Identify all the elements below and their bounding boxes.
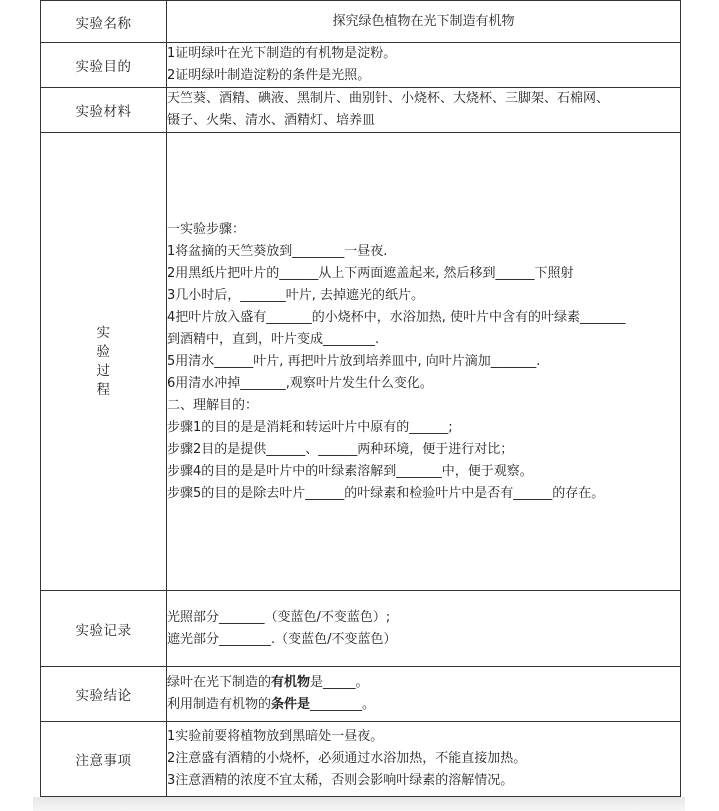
worksheet-page: [33, 0, 685, 797]
process-content: [167, 133, 681, 591]
conclusion-bold: 有机物: [271, 675, 311, 690]
process-line: 3几小时后，_______叶片, 去掉遮光的纸片。: [167, 287, 425, 303]
conclusion-text: 是_____。: [310, 675, 369, 690]
process-line: 二、理解目的：: [167, 397, 259, 413]
process-line: 步骤5的目的是除去叶片______的叶绿素和检验叶片中是否有______的存在。: [167, 485, 605, 501]
materials-line: 镊子、火柴、清水、酒精灯、培养皿: [167, 113, 376, 128]
conclusion-content: [167, 667, 681, 722]
row-conclusion: [41, 667, 681, 722]
conclusion-line: [167, 672, 680, 694]
row-notes: [41, 722, 681, 797]
process-line: 步骤2目的是提供______、______两种环境，便于进行对比；: [167, 441, 514, 457]
row-name: [41, 1, 681, 43]
label-process: [41, 133, 167, 591]
purpose-content: [167, 43, 681, 88]
notes-content: [167, 722, 681, 797]
purpose-line: 1证明绿叶在光下制造的有机物是淀粉。: [167, 46, 397, 61]
process-line: 一实验步骤：: [167, 221, 246, 237]
label-materials: 实验材料: [41, 88, 167, 133]
process-line: 步骤4的目的是是叶片中的叶绿素溶解到_______中，便于观察。: [167, 463, 533, 479]
page-bottom-edge: [33, 797, 685, 811]
process-line: 步骤1的目的是是消耗和转运叶片中原有的______;: [167, 419, 453, 435]
label-record: 实验记录: [41, 591, 167, 667]
process-line: 5用清水______叶片, 再把叶片放到培养皿中, 向叶片滴加_______.: [167, 353, 541, 369]
label-process-char: 过: [96, 362, 111, 379]
label-purpose: 实验目的: [41, 43, 167, 88]
conclusion-bold: 条件是: [271, 697, 311, 712]
row-record: [41, 591, 681, 667]
conclusion-text: ________。: [310, 697, 376, 712]
process-line: 1将盆摘的天竺葵放到________一昼夜.: [167, 243, 388, 259]
process-line: 6用清水冲掉_______,观察叶片发生什么变化。: [167, 375, 433, 391]
experiment-table: [40, 0, 681, 797]
notes-line: 2注意盛有酒精的小烧杯，必须通过水浴加热，不能直接加热。: [167, 751, 527, 766]
experiment-title: 探究绿色植物在光下制造有机物: [167, 1, 681, 43]
notes-line: 3注意酒精的浓度不宜太稀，否则会影响叶绿素的溶解情况。: [167, 773, 514, 788]
notes-line: 1实验前要将植物放到黑暗处一昼夜。: [167, 729, 384, 744]
row-process: [41, 133, 681, 591]
label-process-char: 程: [96, 381, 111, 398]
label-conclusion: 实验结论: [41, 667, 167, 722]
process-line: 4把叶片放入盛有_______的小烧杯中，水浴加热, 使叶片中含有的叶绿素_______: [167, 309, 626, 325]
conclusion-text: 绿叶在光下制造的: [167, 675, 272, 690]
label-name: 实验名称: [41, 1, 167, 43]
materials-content: [167, 88, 681, 133]
purpose-line: 2证明绿叶制造淀粉的条件是光照。: [167, 68, 371, 83]
conclusion-text: 利用制造有机物的: [167, 697, 272, 712]
record-line: 遮光部分________.（变蓝色/不变蓝色）: [167, 631, 397, 647]
label-process-char: 验: [96, 343, 111, 360]
materials-line: 天竺葵、酒精、碘液、黑制片、曲别针、小烧杯、大烧杯、三脚架、石棉网、: [167, 91, 610, 106]
row-materials: [41, 88, 681, 133]
process-line: 2用黑纸片把叶片的______从上下两面遮盖起来, 然后移到______下照射: [167, 265, 574, 281]
record-line: 光照部分_______（变蓝色/不变蓝色）;: [167, 609, 391, 625]
record-content: [167, 591, 681, 667]
label-notes: 注意事项: [41, 722, 167, 797]
label-process-char: 实: [96, 324, 111, 341]
row-purpose: [41, 43, 681, 88]
conclusion-line: [167, 694, 680, 716]
process-line: 到酒精中，直到，叶片变成________.: [167, 331, 380, 347]
